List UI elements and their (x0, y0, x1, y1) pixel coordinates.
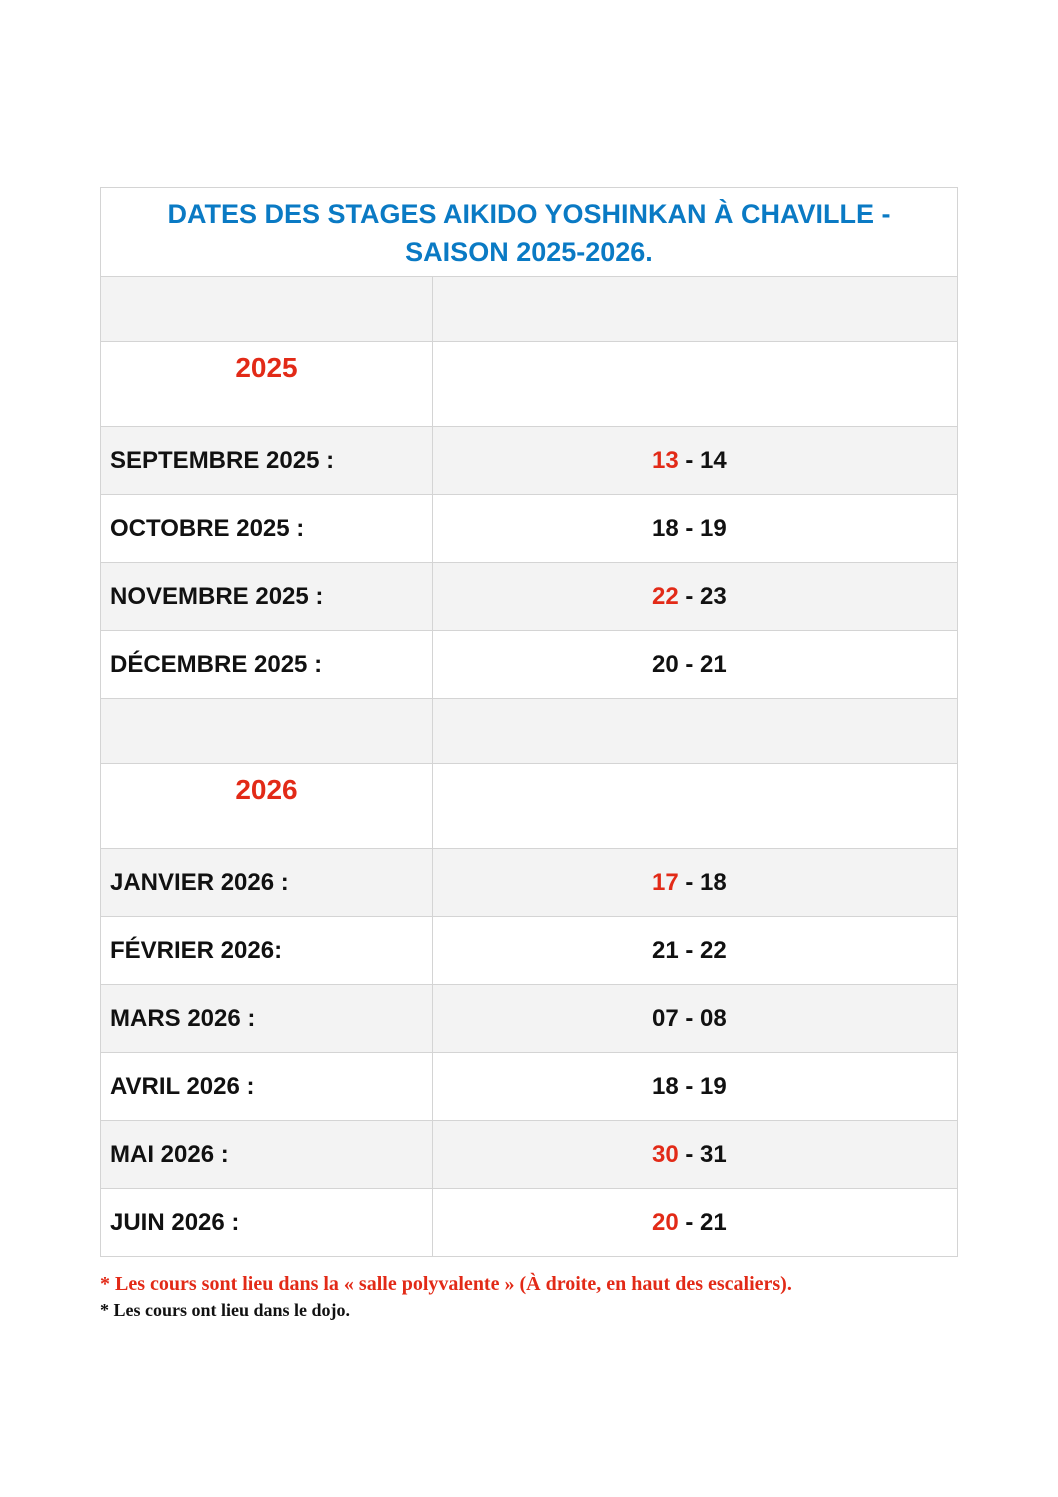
month-dates (433, 631, 958, 699)
title-line-1: DATES DES STAGES AIKIDO YOSHINKAN À CHAVILLE - (167, 199, 891, 229)
month-dates (433, 849, 958, 917)
second-day: 19 (700, 1072, 727, 1100)
schedule-table (100, 187, 958, 1257)
date-separator: - (678, 650, 701, 678)
date-separator: - (678, 1004, 701, 1032)
title-line-2: SAISON 2025-2026. (405, 237, 653, 267)
date-separator: - (678, 936, 701, 964)
month-row (101, 563, 958, 631)
month-label: JUIN 2026 : (101, 1189, 433, 1257)
month-row (101, 849, 958, 917)
spacer-row (101, 699, 958, 764)
first-day: 20 (652, 1208, 679, 1236)
month-label: JANVIER 2026 : (101, 849, 433, 917)
month-label: MAI 2026 : (101, 1121, 433, 1189)
year-heading: 2025 (101, 342, 433, 427)
second-day: 22 (700, 936, 727, 964)
first-day: 18 (652, 514, 679, 542)
page-title (101, 188, 958, 277)
footnote-salle-polyvalente: * Les cours sont lieu dans la « salle polyvalente » (À droite, en haut des escaliers). (100, 1273, 792, 1295)
date-separator: - (678, 868, 701, 896)
month-label: NOVEMBRE 2025 : (101, 563, 433, 631)
month-row (101, 1121, 958, 1189)
month-label: AVRIL 2026 : (101, 1053, 433, 1121)
month-dates (433, 1189, 958, 1257)
month-label: FÉVRIER 2026: (101, 917, 433, 985)
month-label: OCTOBRE 2025 : (101, 495, 433, 563)
footnote-dojo: * Les cours ont lieu dans le dojo. (100, 1300, 351, 1320)
month-row (101, 1189, 958, 1257)
date-separator: - (678, 1140, 701, 1168)
date-separator: - (678, 514, 701, 542)
second-day: 14 (700, 446, 727, 474)
year-heading: 2026 (101, 764, 433, 849)
second-day: 19 (700, 514, 727, 542)
month-dates (433, 427, 958, 495)
month-dates (433, 1121, 958, 1189)
month-row (101, 631, 958, 699)
month-row (101, 427, 958, 495)
second-day: 21 (700, 650, 727, 678)
first-day: 30 (652, 1140, 679, 1168)
second-day: 23 (700, 582, 727, 610)
month-label: SEPTEMBRE 2025 : (101, 427, 433, 495)
date-separator: - (678, 1072, 701, 1100)
first-day: 07 (652, 1004, 679, 1032)
year-row (101, 764, 958, 849)
month-dates (433, 917, 958, 985)
month-dates (433, 985, 958, 1053)
second-day: 18 (700, 868, 727, 896)
first-day: 21 (652, 936, 679, 964)
year-row (101, 342, 958, 427)
first-day: 20 (652, 650, 679, 678)
second-day: 08 (700, 1004, 727, 1032)
first-day: 18 (652, 1072, 679, 1100)
month-dates (433, 495, 958, 563)
month-dates (433, 563, 958, 631)
month-label: DÉCEMBRE 2025 : (101, 631, 433, 699)
month-row (101, 985, 958, 1053)
month-row (101, 917, 958, 985)
first-day: 13 (652, 446, 679, 474)
month-label: MARS 2026 : (101, 985, 433, 1053)
month-row (101, 495, 958, 563)
title-row (101, 188, 958, 277)
date-separator: - (678, 446, 701, 474)
second-day: 31 (700, 1140, 727, 1168)
spacer-row (101, 277, 958, 342)
date-separator: - (678, 1208, 701, 1236)
second-day: 21 (700, 1208, 727, 1236)
first-day: 17 (652, 868, 679, 896)
first-day: 22 (652, 582, 679, 610)
date-separator: - (678, 582, 701, 610)
month-dates (433, 1053, 958, 1121)
month-row (101, 1053, 958, 1121)
